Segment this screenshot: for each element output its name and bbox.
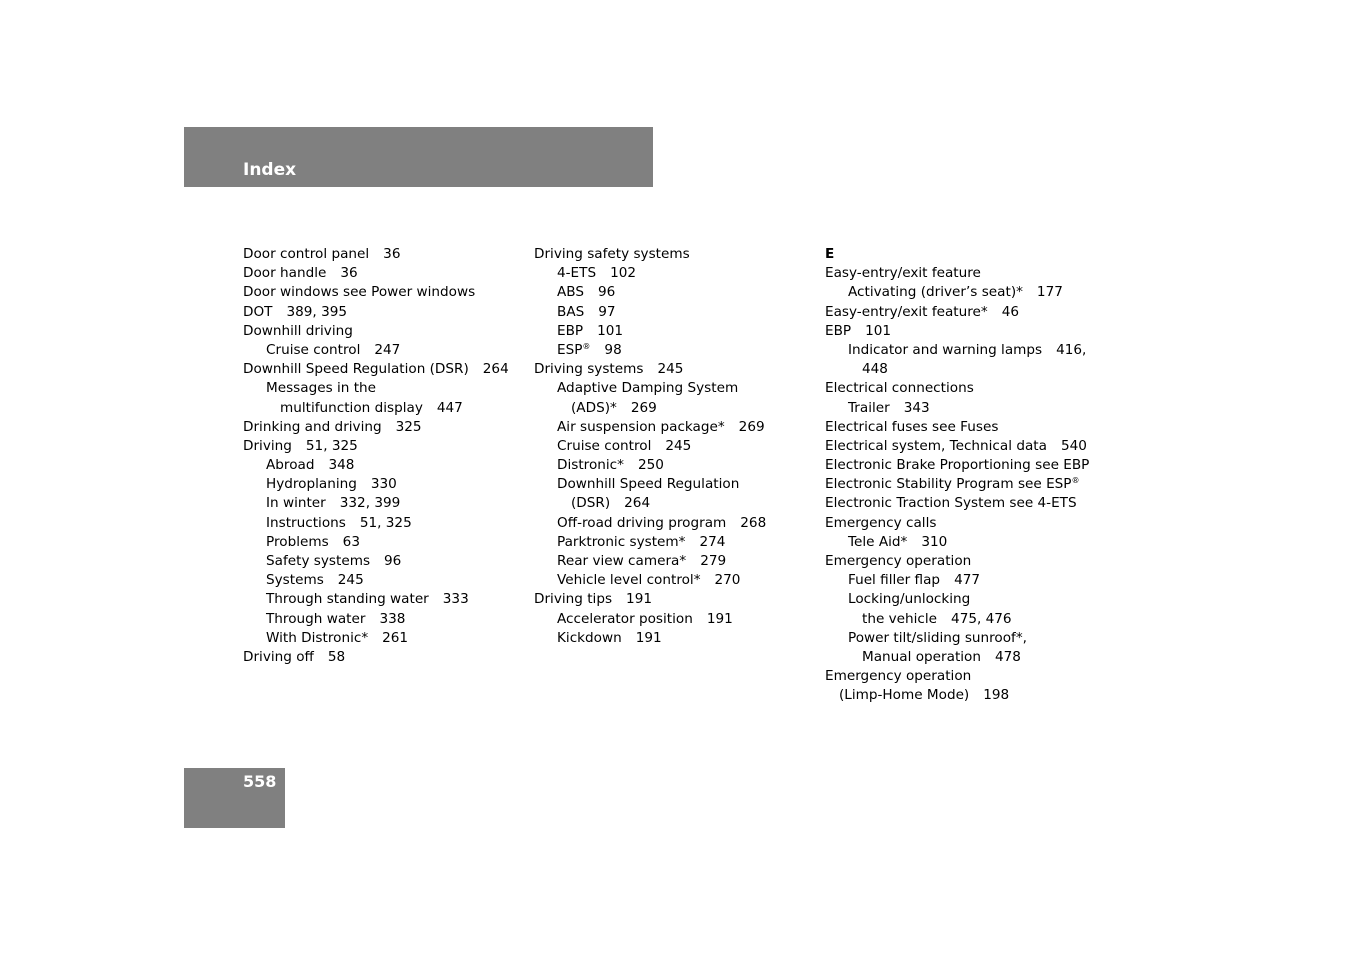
index-term: Systems (266, 572, 324, 589)
index-column-2 (534, 245, 814, 648)
index-subentry (243, 610, 523, 629)
index-column-1 (243, 245, 523, 667)
index-entry (825, 494, 1095, 513)
index-term: Driving tips (534, 591, 613, 608)
page-reference: 270 (714, 572, 741, 589)
index-term: Through water (266, 610, 366, 627)
index-subentry (825, 360, 1095, 379)
index-entry (243, 322, 523, 341)
index-subentry (243, 533, 523, 552)
index-subentry (825, 283, 1095, 302)
page-reference: 191 (706, 610, 733, 627)
index-entry (825, 322, 1095, 341)
index-term: Electrical connections (825, 380, 974, 397)
page-reference: 63 (342, 533, 360, 550)
page-reference: 478 (995, 648, 1021, 665)
index-term: ABS (557, 284, 585, 301)
page-reference: 540 (1060, 437, 1087, 454)
index-entry (825, 667, 1095, 686)
page-reference: 269 (738, 418, 765, 435)
page-reference: 333 (442, 591, 469, 608)
page-reference: 97 (598, 303, 616, 320)
index-term: Downhill driving (243, 322, 353, 339)
index-subentry (825, 648, 1095, 667)
index-term: EBP (557, 322, 584, 339)
index-term: In winter (266, 495, 326, 512)
page-reference: 475, 476 (951, 610, 1012, 627)
page-reference: 343 (903, 399, 930, 416)
index-subentry (534, 283, 814, 302)
page-number-box (184, 768, 285, 828)
index-subentry (534, 475, 814, 494)
index-subentry (534, 264, 814, 283)
index-entry (825, 514, 1095, 533)
index-entry (243, 264, 523, 283)
index-subentry (534, 341, 814, 360)
index-subentry (825, 399, 1095, 418)
index-term: Activating (driver’s seat)* (848, 284, 1023, 301)
index-subentry (534, 456, 814, 475)
index-term: Drinking and driving (243, 418, 382, 435)
index-term: Emergency calls (825, 514, 937, 531)
page-reference: 245 (657, 361, 684, 378)
index-term: Hydroplaning (266, 476, 357, 493)
section-title: Index (243, 160, 297, 180)
page-reference: 96 (384, 553, 402, 569)
index-term: EBP (825, 322, 852, 339)
index-subentry (825, 686, 1095, 705)
index-subentry (534, 418, 814, 437)
page-reference: 264 (482, 361, 509, 378)
index-term: ESP (557, 341, 583, 358)
index-term: Emergency operation (825, 668, 972, 685)
page-reference: 279 (700, 553, 727, 569)
index-term: Power tilt/sliding sunroof*, (848, 629, 1027, 646)
page-reference: 274 (699, 533, 726, 550)
index-term: Distronic* (557, 457, 624, 474)
page-reference: 177 (1036, 284, 1063, 301)
index-term: Door windows see Power windows (243, 284, 476, 301)
index-term: 448 (862, 361, 888, 378)
index-term: Door control panel (243, 246, 370, 262)
index-term: Cruise control (266, 341, 361, 358)
index-subentry (534, 552, 814, 571)
index-entry (825, 456, 1095, 475)
index-subentry (534, 303, 814, 322)
index-term: Kickdown (557, 629, 622, 646)
index-entry (825, 475, 1095, 494)
index-subentry (534, 494, 814, 513)
page-reference: 101 (865, 322, 892, 339)
index-term: the vehicle (862, 610, 938, 627)
index-term: Emergency operation (825, 553, 972, 569)
page-reference: 264 (624, 495, 651, 512)
index-entry (534, 590, 814, 609)
index-term: Accelerator position (557, 610, 693, 627)
index-term: Downhill Speed Regulation (DSR) (243, 361, 469, 378)
page-reference: 98 (604, 341, 622, 358)
index-entry (825, 264, 1095, 283)
registered-mark: ® (582, 341, 591, 351)
index-entry (243, 418, 523, 437)
index-term: Indicator and warning lamps (848, 341, 1043, 358)
index-subentry (243, 399, 523, 418)
page-reference: 191 (635, 629, 662, 646)
index-subentry (534, 514, 814, 533)
index-term: Problems (266, 533, 329, 550)
page-reference: 102 (610, 265, 637, 282)
index-term: Easy-entry/exit feature* (825, 303, 988, 320)
index-term: Electronic Traction System see 4-ETS (825, 495, 1077, 512)
index-term: Manual operation (862, 648, 981, 665)
index-entry (825, 437, 1095, 456)
page-reference: 245 (665, 437, 692, 454)
page-reference: 46 (1001, 303, 1020, 320)
index-subentry (825, 629, 1095, 648)
page-reference: 101 (597, 322, 624, 339)
index-subentry (534, 533, 814, 552)
index-term: Vehicle level control* (557, 572, 701, 589)
index-subentry (243, 629, 523, 648)
page-reference: 198 (983, 687, 1010, 704)
index-entry (243, 360, 523, 379)
index-term: Driving systems (534, 361, 644, 378)
index-subentry (825, 533, 1095, 552)
index-entry (243, 303, 523, 322)
index-subentry (534, 379, 814, 398)
index-entry (825, 379, 1095, 398)
index-entry (825, 418, 1095, 437)
index-term: BAS (557, 303, 585, 320)
index-subentry (534, 437, 814, 456)
index-subentry (534, 399, 814, 418)
index-subentry (243, 590, 523, 609)
index-subentry (243, 475, 523, 494)
page-reference: 338 (379, 610, 406, 627)
index-term: Driving safety systems (534, 246, 690, 262)
index-term: Off-road driving program (557, 514, 727, 531)
page-reference: 36 (340, 265, 358, 282)
page-reference: 389, 395 (286, 303, 348, 320)
index-term: Driving (243, 437, 292, 454)
index-term: Safety systems (266, 553, 371, 569)
index-subentry (825, 590, 1095, 609)
index-entry (243, 283, 523, 302)
index-term: Tele Aid* (848, 533, 908, 550)
index-subentry (243, 571, 523, 590)
page-reference: 36 (383, 246, 401, 262)
page-reference: 58 (327, 648, 346, 665)
index-term: Rear view camera* (557, 553, 687, 569)
index-term: Electronic Stability Program see ESP (825, 476, 1072, 493)
index-term: Instructions (266, 514, 346, 531)
index-subentry (243, 514, 523, 533)
index-subentry (243, 456, 523, 475)
index-entry (534, 360, 814, 379)
section-header-bar (184, 127, 653, 187)
index-term: Electrical system, Technical data (825, 437, 1047, 454)
page-reference: 51, 325 (305, 437, 358, 454)
index-term: Adaptive Damping System (557, 380, 739, 397)
page-reference: 348 (328, 457, 355, 474)
page-reference: 477 (954, 572, 981, 589)
page-reference: 51, 325 (359, 514, 412, 531)
page-reference: 96 (598, 284, 616, 301)
index-subentry (243, 552, 523, 571)
index-term: Door handle (243, 265, 327, 282)
index-term: Messages in the (266, 380, 377, 397)
index-subentry (825, 341, 1095, 360)
page-reference: 268 (740, 514, 767, 531)
index-subentry (534, 610, 814, 629)
index-subentry (534, 571, 814, 590)
index-term: (DSR) (571, 495, 611, 512)
page-reference: 261 (382, 629, 409, 646)
index-subentry (243, 379, 523, 398)
index-term: (Limp-Home Mode) (839, 687, 970, 704)
index-term: Easy-entry/exit feature (825, 265, 981, 282)
page-reference: 250 (637, 457, 664, 474)
index-term: multifunction display (280, 399, 423, 416)
page-reference: 310 (921, 533, 948, 550)
index-term: Air suspension package* (557, 418, 725, 435)
page-reference: 447 (436, 399, 463, 416)
index-term: Fuel filler flap (848, 572, 941, 589)
index-term: 4-ETS (557, 265, 597, 282)
index-term: Parktronic system* (557, 533, 686, 550)
index-entry (825, 552, 1095, 571)
page-number: 558 (243, 772, 277, 791)
index-term: Through standing water (266, 591, 429, 608)
index-term: E (825, 246, 835, 262)
index-entry (243, 437, 523, 456)
index-letter-heading (825, 245, 1095, 264)
index-term: With Distronic* (266, 629, 369, 646)
index-entry (825, 303, 1095, 322)
index-term: Downhill Speed Regulation (557, 476, 740, 493)
index-entry (243, 648, 523, 667)
index-term: Abroad (266, 457, 315, 474)
page-reference: 245 (337, 572, 364, 589)
page-reference: 330 (370, 476, 397, 493)
index-subentry (825, 610, 1095, 629)
page-reference: 416, (1056, 341, 1087, 358)
index-subentry (243, 341, 523, 360)
index-term: Trailer (848, 399, 890, 416)
index-entry (243, 245, 523, 264)
index-subentry (243, 494, 523, 513)
index-column-3 (825, 245, 1095, 706)
index-subentry (534, 629, 814, 648)
index-term: Electrical fuses see Fuses (825, 418, 999, 435)
index-subentry (534, 322, 814, 341)
index-term: DOT (243, 303, 273, 320)
page-reference: 325 (395, 418, 422, 435)
page-reference: 191 (626, 591, 652, 608)
page-reference: 247 (374, 341, 401, 358)
index-term: Driving off (243, 648, 314, 665)
registered-mark: ® (1071, 476, 1080, 486)
page-reference: 269 (630, 399, 657, 416)
index-term: (ADS)* (571, 399, 617, 416)
page-reference: 332, 399 (339, 495, 401, 512)
index-entry (534, 245, 814, 264)
index-term: Locking/unlocking (848, 591, 971, 608)
index-subentry (825, 571, 1095, 590)
index-term: Electronic Brake Proportioning see EBP (825, 457, 1090, 474)
index-term: Cruise control (557, 437, 652, 454)
